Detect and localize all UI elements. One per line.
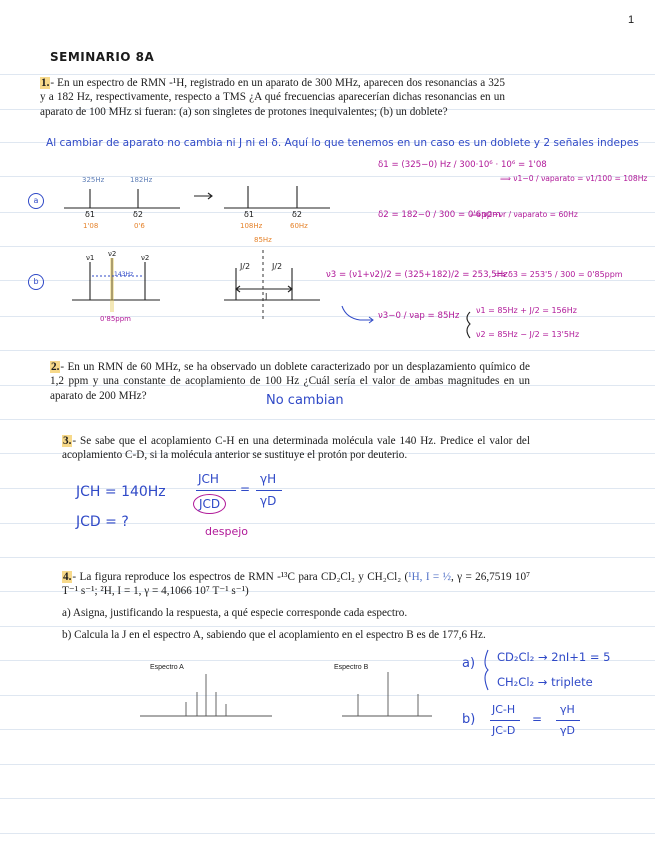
- peak-label: 182Hz: [130, 176, 153, 184]
- delta-value: 0'6: [134, 222, 145, 230]
- label-a-circle: a: [28, 193, 44, 209]
- delta-label: δ1: [85, 210, 95, 219]
- page-title: SEMINARIO 8A: [50, 50, 155, 64]
- fraction-bottom: γD: [560, 724, 575, 737]
- question-text: , γ = 26,7519 10⁷ T⁻¹ s⁻¹; ²H, I = 1, γ = 4,1066 10⁷ T⁻¹ s⁻¹): [62, 571, 531, 598]
- part-a: a) Asigna, justificando la respuesta, a qué especie corresponde cada espectro.: [62, 607, 408, 619]
- fraction-line: [490, 720, 520, 721]
- equation: ⟹ δ3 = 253'5 / 300 = 0'85ppm: [494, 270, 623, 279]
- fraction-bottom: γD: [260, 494, 277, 508]
- peak-label: 325Hz: [82, 176, 105, 184]
- equals-sign: =: [240, 482, 251, 496]
- page-number: 1: [628, 14, 635, 26]
- fraction-bottom: JCD: [193, 494, 226, 514]
- equation: ⟹ ν1−0 / νaparato = ν1/100 = 108Hz: [500, 174, 648, 183]
- spectrum-b-label: Espectro B: [334, 664, 369, 671]
- delta-value: 1'08: [83, 222, 99, 230]
- question-number: 4.: [63, 571, 72, 583]
- question-number: 3.: [63, 435, 72, 447]
- question-number: 1.: [41, 77, 50, 89]
- fraction-bottom: JC-D: [492, 724, 516, 737]
- answer-a-label: a): [462, 656, 476, 671]
- j-label: J: [265, 292, 268, 301]
- highlighted-text: ¹H, I = ½: [408, 571, 452, 583]
- handwritten-note: Al cambiar de aparato no cambia ni J ni el δ. Aquí lo que tenemos en un caso es un doblete y 2 señales indepes: [46, 137, 639, 149]
- fraction-top: γH: [260, 472, 277, 486]
- question-text: - Se sabe que el acoplamiento C-H en una determinada molécula vale 140 Hz. Predice el valor del acoplamiento C-D, si la molécula anterior se sustituye el protón por deuterio.: [62, 435, 530, 462]
- freq-value: 60Hz: [290, 222, 308, 230]
- jcd-equation: JCD = ?: [76, 514, 129, 530]
- equation: ν1 = 85Hz + J/2 = 156Hz: [476, 306, 577, 315]
- equation: ⟹ ν2−νr / νaparato = 60Hz: [470, 210, 578, 219]
- answer-a-line: CD₂Cl₂ → 2nI+1 = 5: [497, 650, 611, 664]
- equation: δ2 = 182−0 / 300 = 0'6ppm: [378, 210, 501, 220]
- j-value: 143Hz: [114, 271, 134, 278]
- nu-label: ν2: [108, 250, 117, 258]
- nu-label: ν1: [86, 254, 95, 262]
- nu-label: ν2: [141, 254, 150, 262]
- question-text: - La figura reproduce los espectros de RMN -¹³C para CD₂Cl₂ y CH₂Cl₂ (: [72, 571, 409, 583]
- question-number: 2.: [51, 361, 60, 373]
- fraction-top: JCH: [198, 472, 219, 486]
- freq-value: 108Hz: [240, 222, 263, 230]
- equation: ν2 = 85Hz − J/2 = 13'5Hz: [476, 330, 580, 339]
- question-text: - En un RMN de 60 MHz, se ha observado un doblete caracterizado por un desplazamiento químico de 1,2 ppm y una constante de acoplamiento de 100 Hz ¿Cuál sería el valor de ambas magnitudes en un aparato de 200 MHz?: [50, 361, 530, 402]
- center-freq: 85Hz: [254, 236, 272, 244]
- equals-sign: =: [532, 712, 543, 726]
- answer: No cambian: [266, 393, 344, 408]
- label-b-circle: b: [28, 274, 44, 290]
- answer-a-line: CH₂Cl₂ → triplete: [497, 675, 593, 689]
- fraction-line: [556, 720, 580, 721]
- part-b: b) Calcula la J en el espectro A, sabiendo que el acoplamiento en el espectro B es de 177,6 Hz.: [62, 629, 486, 641]
- delta-label: δ2: [133, 210, 143, 219]
- jch-equation: JCH = 140Hz: [76, 484, 166, 500]
- equation: δ1 = (325−0) Hz / 300·10⁶ · 10⁶ = 1'08: [378, 160, 547, 170]
- equation: ν3−0 / νap = 85Hz: [378, 311, 460, 321]
- half-j: J/2: [272, 262, 283, 271]
- despejo-note: despejo: [205, 525, 249, 538]
- answer-b-label: b): [462, 712, 476, 727]
- question-text: - En un espectro de RMN -¹H, registrado en un aparato de 300 MHz, aparecen dos resonancias a 325 y a 182 Hz, respectivamente, respecto a TMS ¿A qué frecuencias aparecerían dichas resonancias en un aparato de 100 MHz si fueran: (a) son singletes de protones inequivalentes; (b) un doblete?: [40, 77, 505, 118]
- fraction-top: γH: [560, 703, 575, 716]
- delta-label: δ1: [244, 210, 254, 219]
- fraction-top: JC-H: [492, 703, 516, 716]
- equation: ν3 = (ν1+ν2)/2 = (325+182)/2 = 253,5Hz: [326, 270, 508, 280]
- spectrum-a-label: Espectro A: [150, 664, 184, 671]
- delta-label: δ2: [292, 210, 302, 219]
- ppm-value: 0'85ppm: [100, 315, 131, 323]
- half-j: J/2: [240, 262, 251, 271]
